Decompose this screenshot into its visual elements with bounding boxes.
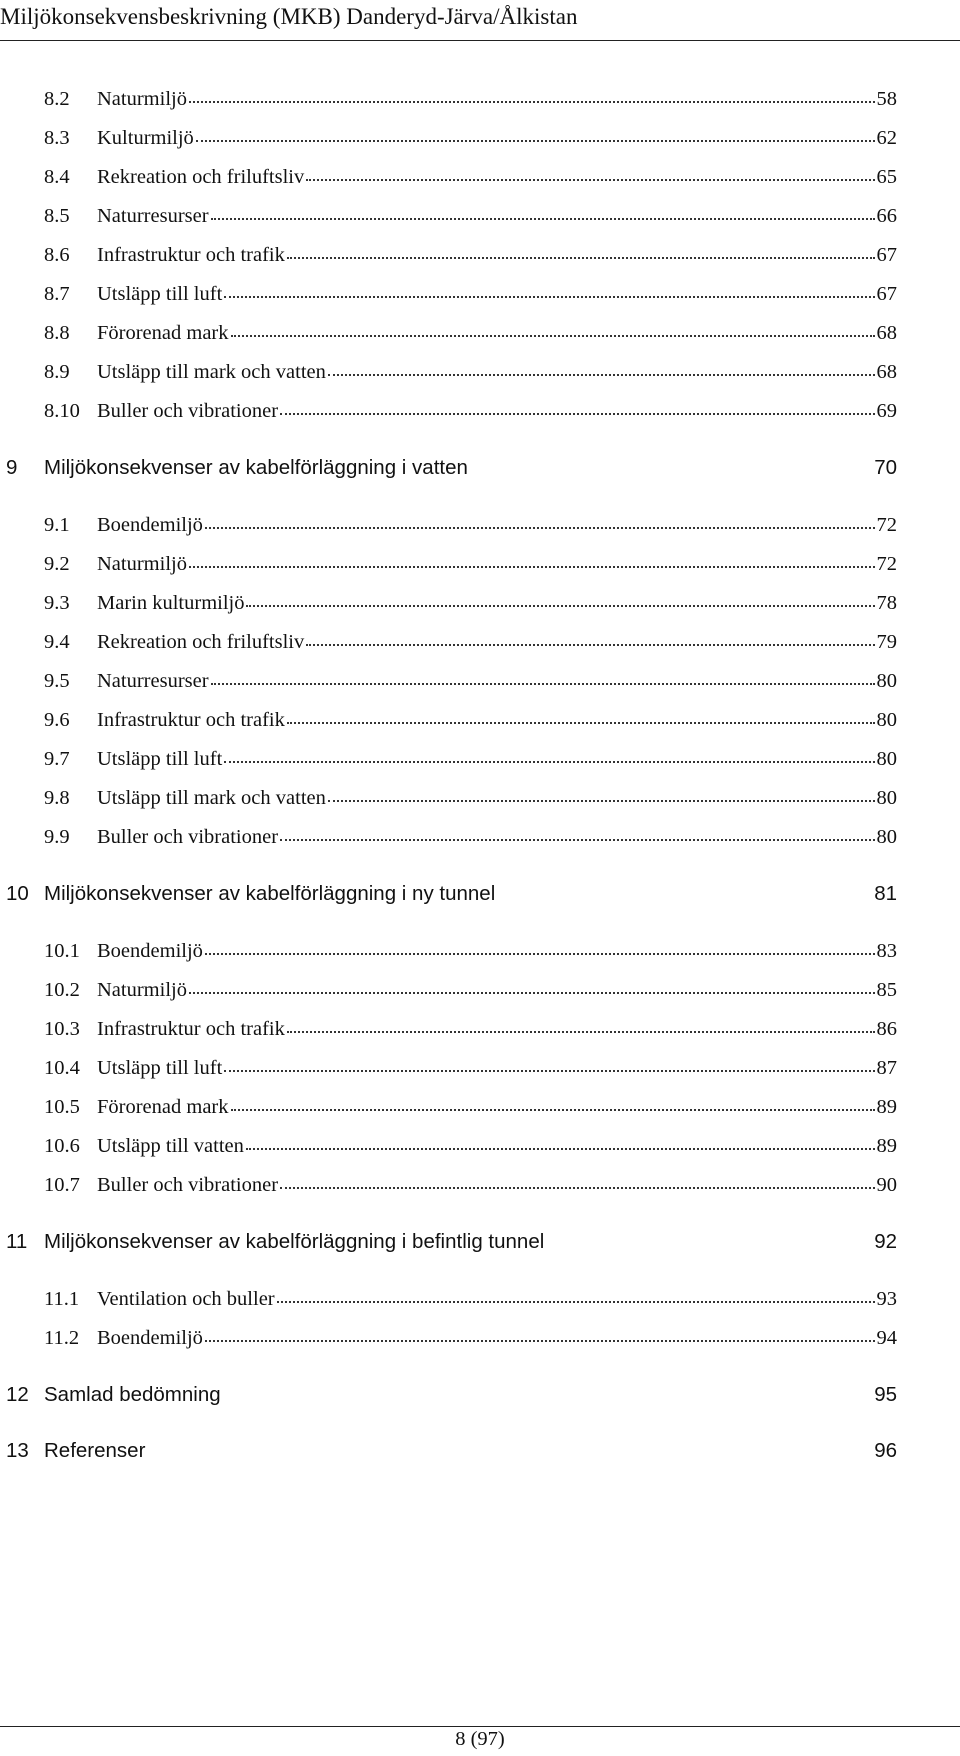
dot-leader — [287, 257, 875, 259]
dot-leader — [205, 953, 875, 955]
toc-section-entry[interactable] — [44, 979, 897, 1009]
chapter-title: Samlad bedömning — [44, 1383, 221, 1406]
dot-leader — [196, 140, 875, 142]
dot-leader — [277, 1301, 875, 1303]
section-title: Utsläpp till luft — [97, 283, 223, 305]
section-page-number: 85 — [876, 979, 897, 1001]
dot-leader — [287, 722, 875, 724]
section-number: 10.7 — [44, 1174, 80, 1196]
section-title: Marin kulturmiljö — [97, 592, 245, 614]
section-page-number: 72 — [876, 514, 897, 536]
chapter-number: 13 — [6, 1439, 29, 1462]
section-page-number: 78 — [876, 592, 897, 614]
section-number: 9.3 — [44, 592, 70, 614]
page-footer — [0, 1722, 960, 1752]
chapter-title: Miljökonsekvenser av kabelförläggning i vatten — [44, 456, 468, 479]
section-title: Naturmiljö — [97, 88, 187, 110]
section-number: 8.5 — [44, 205, 70, 227]
section-title: Rekreation och friluftsliv — [97, 631, 305, 653]
section-page-number: 83 — [876, 940, 897, 962]
section-title: Buller och vibrationer — [97, 826, 279, 848]
dot-leader — [231, 335, 875, 337]
toc-chapter-entry[interactable] — [6, 1383, 897, 1417]
toc-section-entry[interactable] — [44, 748, 897, 778]
toc-section-entry[interactable] — [44, 1327, 897, 1357]
chapter-title: Miljökonsekvenser av kabelförläggning i befintlig tunnel — [44, 1230, 545, 1253]
toc-section-entry[interactable] — [44, 1135, 897, 1165]
toc-section-entry[interactable] — [44, 1018, 897, 1048]
section-number: 11.1 — [44, 1288, 80, 1310]
section-page-number: 87 — [876, 1057, 897, 1079]
chapter-title: Miljökonsekvenser av kabelförläggning i ny tunnel — [44, 882, 496, 905]
toc-section-entry[interactable] — [44, 514, 897, 544]
chapter-number: 10 — [6, 882, 29, 905]
section-number: 8.9 — [44, 361, 70, 383]
section-page-number: 89 — [876, 1135, 897, 1157]
section-number: 8.2 — [44, 88, 70, 110]
dot-leader — [211, 218, 875, 220]
section-title: Infrastruktur och trafik — [97, 244, 285, 266]
section-page-number: 80 — [876, 826, 897, 848]
section-number: 9.7 — [44, 748, 70, 770]
toc-section-entry[interactable] — [44, 787, 897, 817]
section-page-number: 62 — [876, 127, 897, 149]
dot-leader — [224, 761, 874, 763]
section-title: Naturresurser — [97, 205, 209, 227]
dot-leader — [328, 374, 875, 376]
dot-leader — [246, 605, 874, 607]
toc-section-entry[interactable] — [44, 709, 897, 739]
section-title: Buller och vibrationer — [97, 400, 279, 422]
section-page-number: 80 — [876, 787, 897, 809]
document-title: Miljökonsekvensbeskrivning (MKB) Danderyd-Järva/Ålkistan — [0, 4, 578, 29]
section-title: Boendemiljö — [97, 940, 203, 962]
section-page-number: 89 — [876, 1096, 897, 1118]
section-title: Rekreation och friluftsliv — [97, 166, 305, 188]
dot-leader — [211, 683, 875, 685]
chapter-page-number: 70 — [874, 456, 897, 479]
toc-section-entry[interactable] — [44, 361, 897, 391]
section-number: 8.4 — [44, 166, 70, 188]
section-number: 8.7 — [44, 283, 70, 305]
section-title: Ventilation och buller — [97, 1288, 275, 1310]
toc-section-entry[interactable] — [44, 1174, 897, 1204]
section-title: Naturresurser — [97, 670, 209, 692]
toc-section-entry[interactable] — [44, 283, 897, 313]
toc-chapter-entry[interactable] — [6, 456, 897, 490]
section-number: 9.8 — [44, 787, 70, 809]
dot-leader — [224, 1070, 874, 1072]
section-page-number: 79 — [876, 631, 897, 653]
section-number: 8.6 — [44, 244, 70, 266]
section-number: 10.6 — [44, 1135, 80, 1157]
toc-section-entry[interactable] — [44, 205, 897, 235]
chapter-page-number: 95 — [874, 1383, 897, 1406]
section-title: Utsläpp till luft — [97, 748, 223, 770]
chapter-number: 11 — [6, 1230, 28, 1253]
chapter-number: 9 — [6, 456, 18, 479]
dot-leader — [246, 1148, 875, 1150]
toc-chapter-entry[interactable] — [6, 882, 897, 916]
toc-chapter-entry[interactable] — [6, 1230, 897, 1264]
dot-leader — [280, 413, 874, 415]
dot-leader — [224, 296, 874, 298]
dot-leader — [189, 992, 875, 994]
page-header — [0, 0, 960, 44]
toc-section-entry[interactable] — [44, 244, 897, 274]
toc-chapter-entry[interactable] — [6, 1439, 897, 1473]
section-title: Förorenad mark — [97, 322, 229, 344]
section-page-number: 67 — [876, 283, 897, 305]
section-title: Utsläpp till mark och vatten — [97, 361, 326, 383]
section-title: Utsläpp till mark och vatten — [97, 787, 326, 809]
section-title: Boendemiljö — [97, 1327, 203, 1349]
toc-section-entry[interactable] — [44, 322, 897, 352]
section-number: 10.4 — [44, 1057, 80, 1079]
section-title: Infrastruktur och trafik — [97, 1018, 285, 1040]
section-title: Förorenad mark — [97, 1096, 229, 1118]
dot-leader — [231, 1109, 875, 1111]
section-page-number: 93 — [876, 1288, 897, 1310]
section-page-number: 80 — [876, 748, 897, 770]
section-number: 11.2 — [44, 1327, 80, 1349]
section-number: 8.3 — [44, 127, 70, 149]
section-page-number: 86 — [876, 1018, 897, 1040]
section-page-number: 68 — [876, 361, 897, 383]
section-page-number: 80 — [876, 709, 897, 731]
section-number: 8.8 — [44, 322, 70, 344]
section-number: 9.9 — [44, 826, 70, 848]
section-title: Utsläpp till vatten — [97, 1135, 244, 1157]
toc-section-entry[interactable] — [44, 1288, 897, 1318]
section-page-number: 65 — [876, 166, 897, 188]
header-divider — [0, 40, 960, 41]
toc-section-entry[interactable] — [44, 88, 897, 118]
dot-leader — [306, 644, 874, 646]
footer-divider — [0, 1726, 960, 1727]
page-number: 8 (97) — [455, 1728, 505, 1750]
section-number: 9.4 — [44, 631, 70, 653]
section-title: Infrastruktur och trafik — [97, 709, 285, 731]
section-number: 9.6 — [44, 709, 70, 731]
section-number: 10.2 — [44, 979, 80, 1001]
toc-section-entry[interactable] — [44, 826, 897, 856]
section-number: 10.3 — [44, 1018, 80, 1040]
section-page-number: 80 — [876, 670, 897, 692]
dot-leader — [189, 566, 875, 568]
section-number: 10.5 — [44, 1096, 80, 1118]
toc-section-entry[interactable] — [44, 940, 897, 970]
chapter-title: Referenser — [44, 1439, 146, 1462]
chapter-page-number: 92 — [874, 1230, 897, 1253]
section-title: Naturmiljö — [97, 979, 187, 1001]
section-number: 8.10 — [44, 400, 80, 422]
dot-leader — [189, 101, 875, 103]
toc-section-entry[interactable] — [44, 553, 897, 583]
section-number: 9.2 — [44, 553, 70, 575]
dot-leader — [205, 527, 875, 529]
section-number: 10.1 — [44, 940, 80, 962]
toc-section-entry[interactable] — [44, 670, 897, 700]
dot-leader — [205, 1340, 875, 1342]
chapter-number: 12 — [6, 1383, 29, 1406]
section-page-number: 90 — [876, 1174, 897, 1196]
dot-leader — [280, 839, 874, 841]
chapter-page-number: 81 — [874, 882, 897, 905]
section-page-number: 67 — [876, 244, 897, 266]
section-title: Kulturmiljö — [97, 127, 194, 149]
dot-leader — [328, 800, 875, 802]
toc-section-entry[interactable] — [44, 1096, 897, 1126]
toc-section-entry[interactable] — [44, 166, 897, 196]
section-number: 9.5 — [44, 670, 70, 692]
section-page-number: 94 — [876, 1327, 897, 1349]
section-title: Buller och vibrationer — [97, 1174, 279, 1196]
section-title: Utsläpp till luft — [97, 1057, 223, 1079]
section-page-number: 68 — [876, 322, 897, 344]
section-title: Naturmiljö — [97, 553, 187, 575]
chapter-page-number: 96 — [874, 1439, 897, 1462]
toc-section-entry[interactable] — [44, 127, 897, 157]
dot-leader — [306, 179, 874, 181]
toc-section-entry[interactable] — [44, 631, 897, 661]
section-page-number: 58 — [876, 88, 897, 110]
toc-section-entry[interactable] — [44, 1057, 897, 1087]
section-title: Boendemiljö — [97, 514, 203, 536]
section-number: 9.1 — [44, 514, 70, 536]
toc-section-entry[interactable] — [44, 592, 897, 622]
section-page-number: 66 — [876, 205, 897, 227]
section-page-number: 72 — [876, 553, 897, 575]
section-page-number: 69 — [876, 400, 897, 422]
dot-leader — [280, 1187, 874, 1189]
dot-leader — [287, 1031, 875, 1033]
toc-section-entry[interactable] — [44, 400, 897, 430]
